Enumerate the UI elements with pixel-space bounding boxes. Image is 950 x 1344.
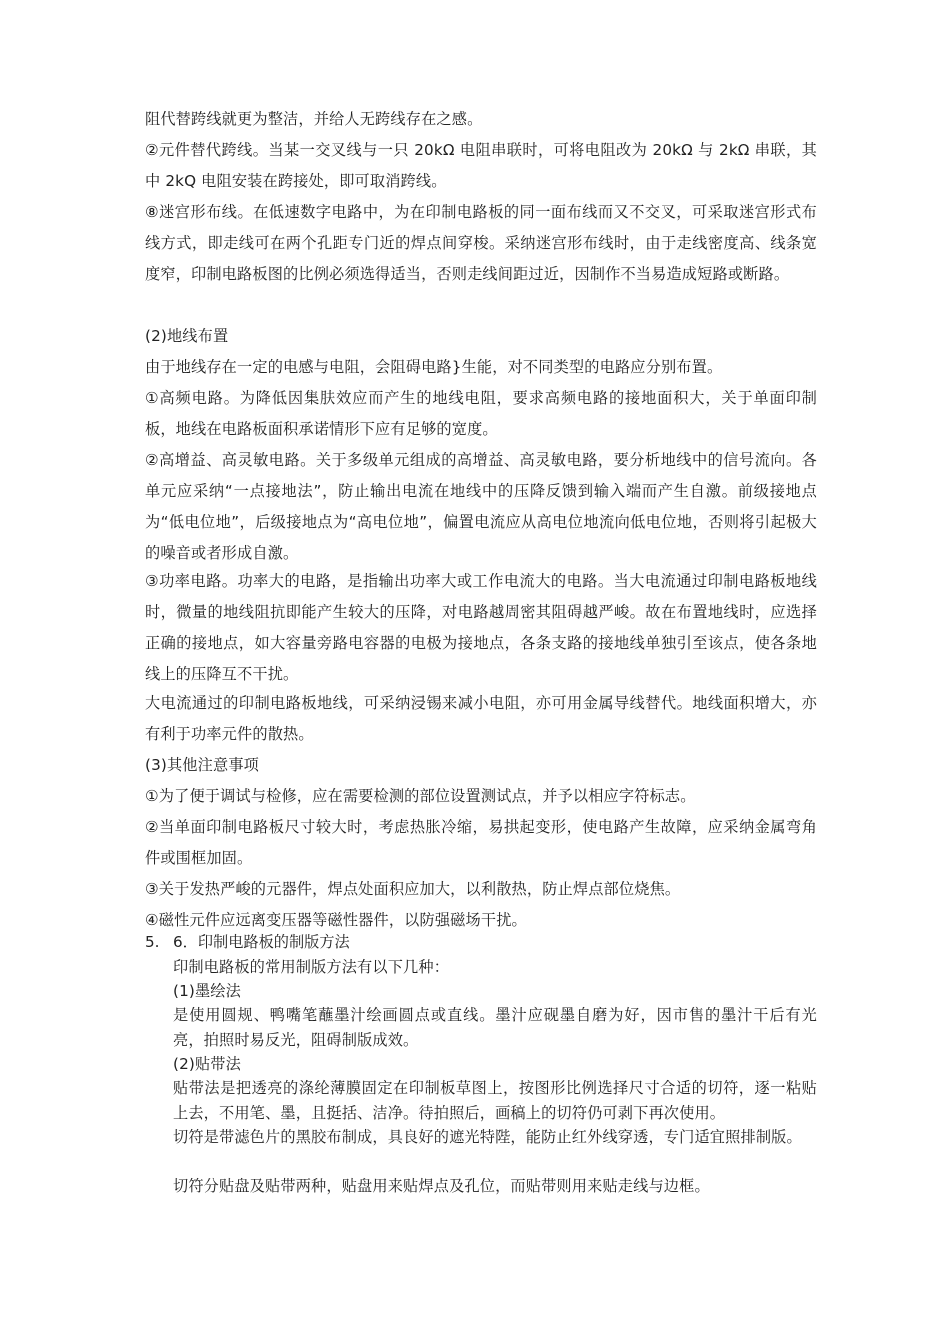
- paragraph-ink-drawing: 是使用圆规、鸭嘴笔蘸墨汁绘画圆点或直线。墨汁应砚墨自磨为好，因市售的墨汁干后有光亮，拍照时易反光，阻碍制版成效。: [173, 1006, 817, 1049]
- paragraph-jumper-summary: 阻代替跨线就更为整洁，并给人无跨线存在之感。: [145, 110, 483, 128]
- paragraph-large-board: ②当单面印制电路板尺寸较大时，考虑热胀冷缩，易拱起变形，使电路产生故障，应采纳金属弯角件或围框加固。: [145, 818, 817, 867]
- paragraph-maze-routing: ⑧迷宫形布线。在低速数字电路中，为在印制电路板的同一面布线而又不交叉，可采取迷宫形式布线方式，即走线可在两个孔距专门近的焊点间穿梭。采纳迷宫形布线时，由于走线密度高、线条宽度窄，印制电路板图的比例必须选得适当，否则走线间距过近，因制作不当易造成短路或断路。: [145, 203, 817, 283]
- paragraph-ground-intro: 由于地线存在一定的电感与电阻，会阻碍电路}生能，对不同类型的电路应分别布置。: [145, 358, 723, 376]
- paragraph-power-circuit: ③功率电路。功率大的电路，是指输出功率大或工作电流大的电路。当大电流通过印制电路板地线时，微量的地线阻抗即能产生较大的压降，对电路越周密其阻碍越严峻。故在布置地线时，应选择正确的接地点，如大容量旁路电容器的电极为接地点，各条支路的接地线单独引至该点，使各条地线上的压降互不干扰。: [145, 572, 817, 683]
- paragraph-heat-components: ③关于发热严峻的元器件，焊点处面积应加大，以利散热，防止焊点部位烧焦。: [145, 880, 681, 898]
- section-heading: [145, 930, 350, 954]
- paragraph-high-frequency: ①高频电路。为降低因集肤效应而产生的地线电阻，要求高频电路的接地面积大，关于单面印制板，地线在电路板面积承诺情形下应有足够的宽度。: [145, 389, 817, 438]
- heading-ground-layout: (2)地线布置: [145, 327, 229, 345]
- paragraph-high-gain: ②高增益、高灵敏电路。关于多级单元组成的高增益、高灵敏电路，要分析地线中的信号流向。各单元应采纳“一点接地法”，防止输出电流在地线中的压降反馈到输入端而产生自激。前级接地点为“低电位地”，后级接地点为“高电位地”，偏置电流应从高电位地流向低电位地，否则将引起极大的噪音或者形成自激。: [145, 451, 817, 562]
- paragraph-test-points: ①为了便于调试与检修，应在需要检测的部位设置测试点，并予以相应字符标志。: [145, 787, 696, 805]
- heading-tape-method: (2)贴带法: [173, 1055, 241, 1073]
- paragraph-large-current: 大电流通过的印制电路板地线，可采纳浸锡来减小电阻，亦可用金属导线替代。地线面积增大，亦有利于功率元件的散热。: [145, 694, 817, 743]
- paragraph-tape-material: 切符是带滤色片的黑胶布制成，具良好的遮光特陛，能防止红外线穿透，专门适宜照排制版。: [173, 1128, 802, 1146]
- paragraph-component-jumper: ②元件替代跨线。当某一交叉线与一只 20kΩ 电阻串联时，可将电阻改为 20kΩ 与 2kΩ 串联，其中 2kQ 电阻安装在跨接处，即可取消跨线。: [145, 141, 817, 190]
- heading-ink-drawing: (1)墨绘法: [173, 982, 241, 1000]
- paragraph-methods-intro: 印制电路板的常用制版方法有以下几种：: [173, 958, 450, 976]
- paragraph-tape-types: 切符分贴盘及贴带两种，贴盘用来贴焊点及孔位，而贴带则用来贴走线与边框。: [173, 1177, 710, 1195]
- paragraph-tape-method: 贴带法是把透亮的涤纶薄膜固定在印制板草图上，按图形比例选择尺寸合适的切符，逐一粘贴上去，不用笔、墨，且挺括、洁净。待拍照后，画稿上的切符仍可剥下再次使用。: [173, 1079, 817, 1122]
- section-number: 5.: [145, 933, 160, 951]
- heading-other-notes: (3)其他注意事项: [145, 756, 259, 774]
- section-title: 6．印制电路板的制版方法: [173, 933, 350, 951]
- paragraph-magnetic-components: ④磁性元件应远离变压器等磁性器件，以防强磁场干扰。: [145, 911, 527, 929]
